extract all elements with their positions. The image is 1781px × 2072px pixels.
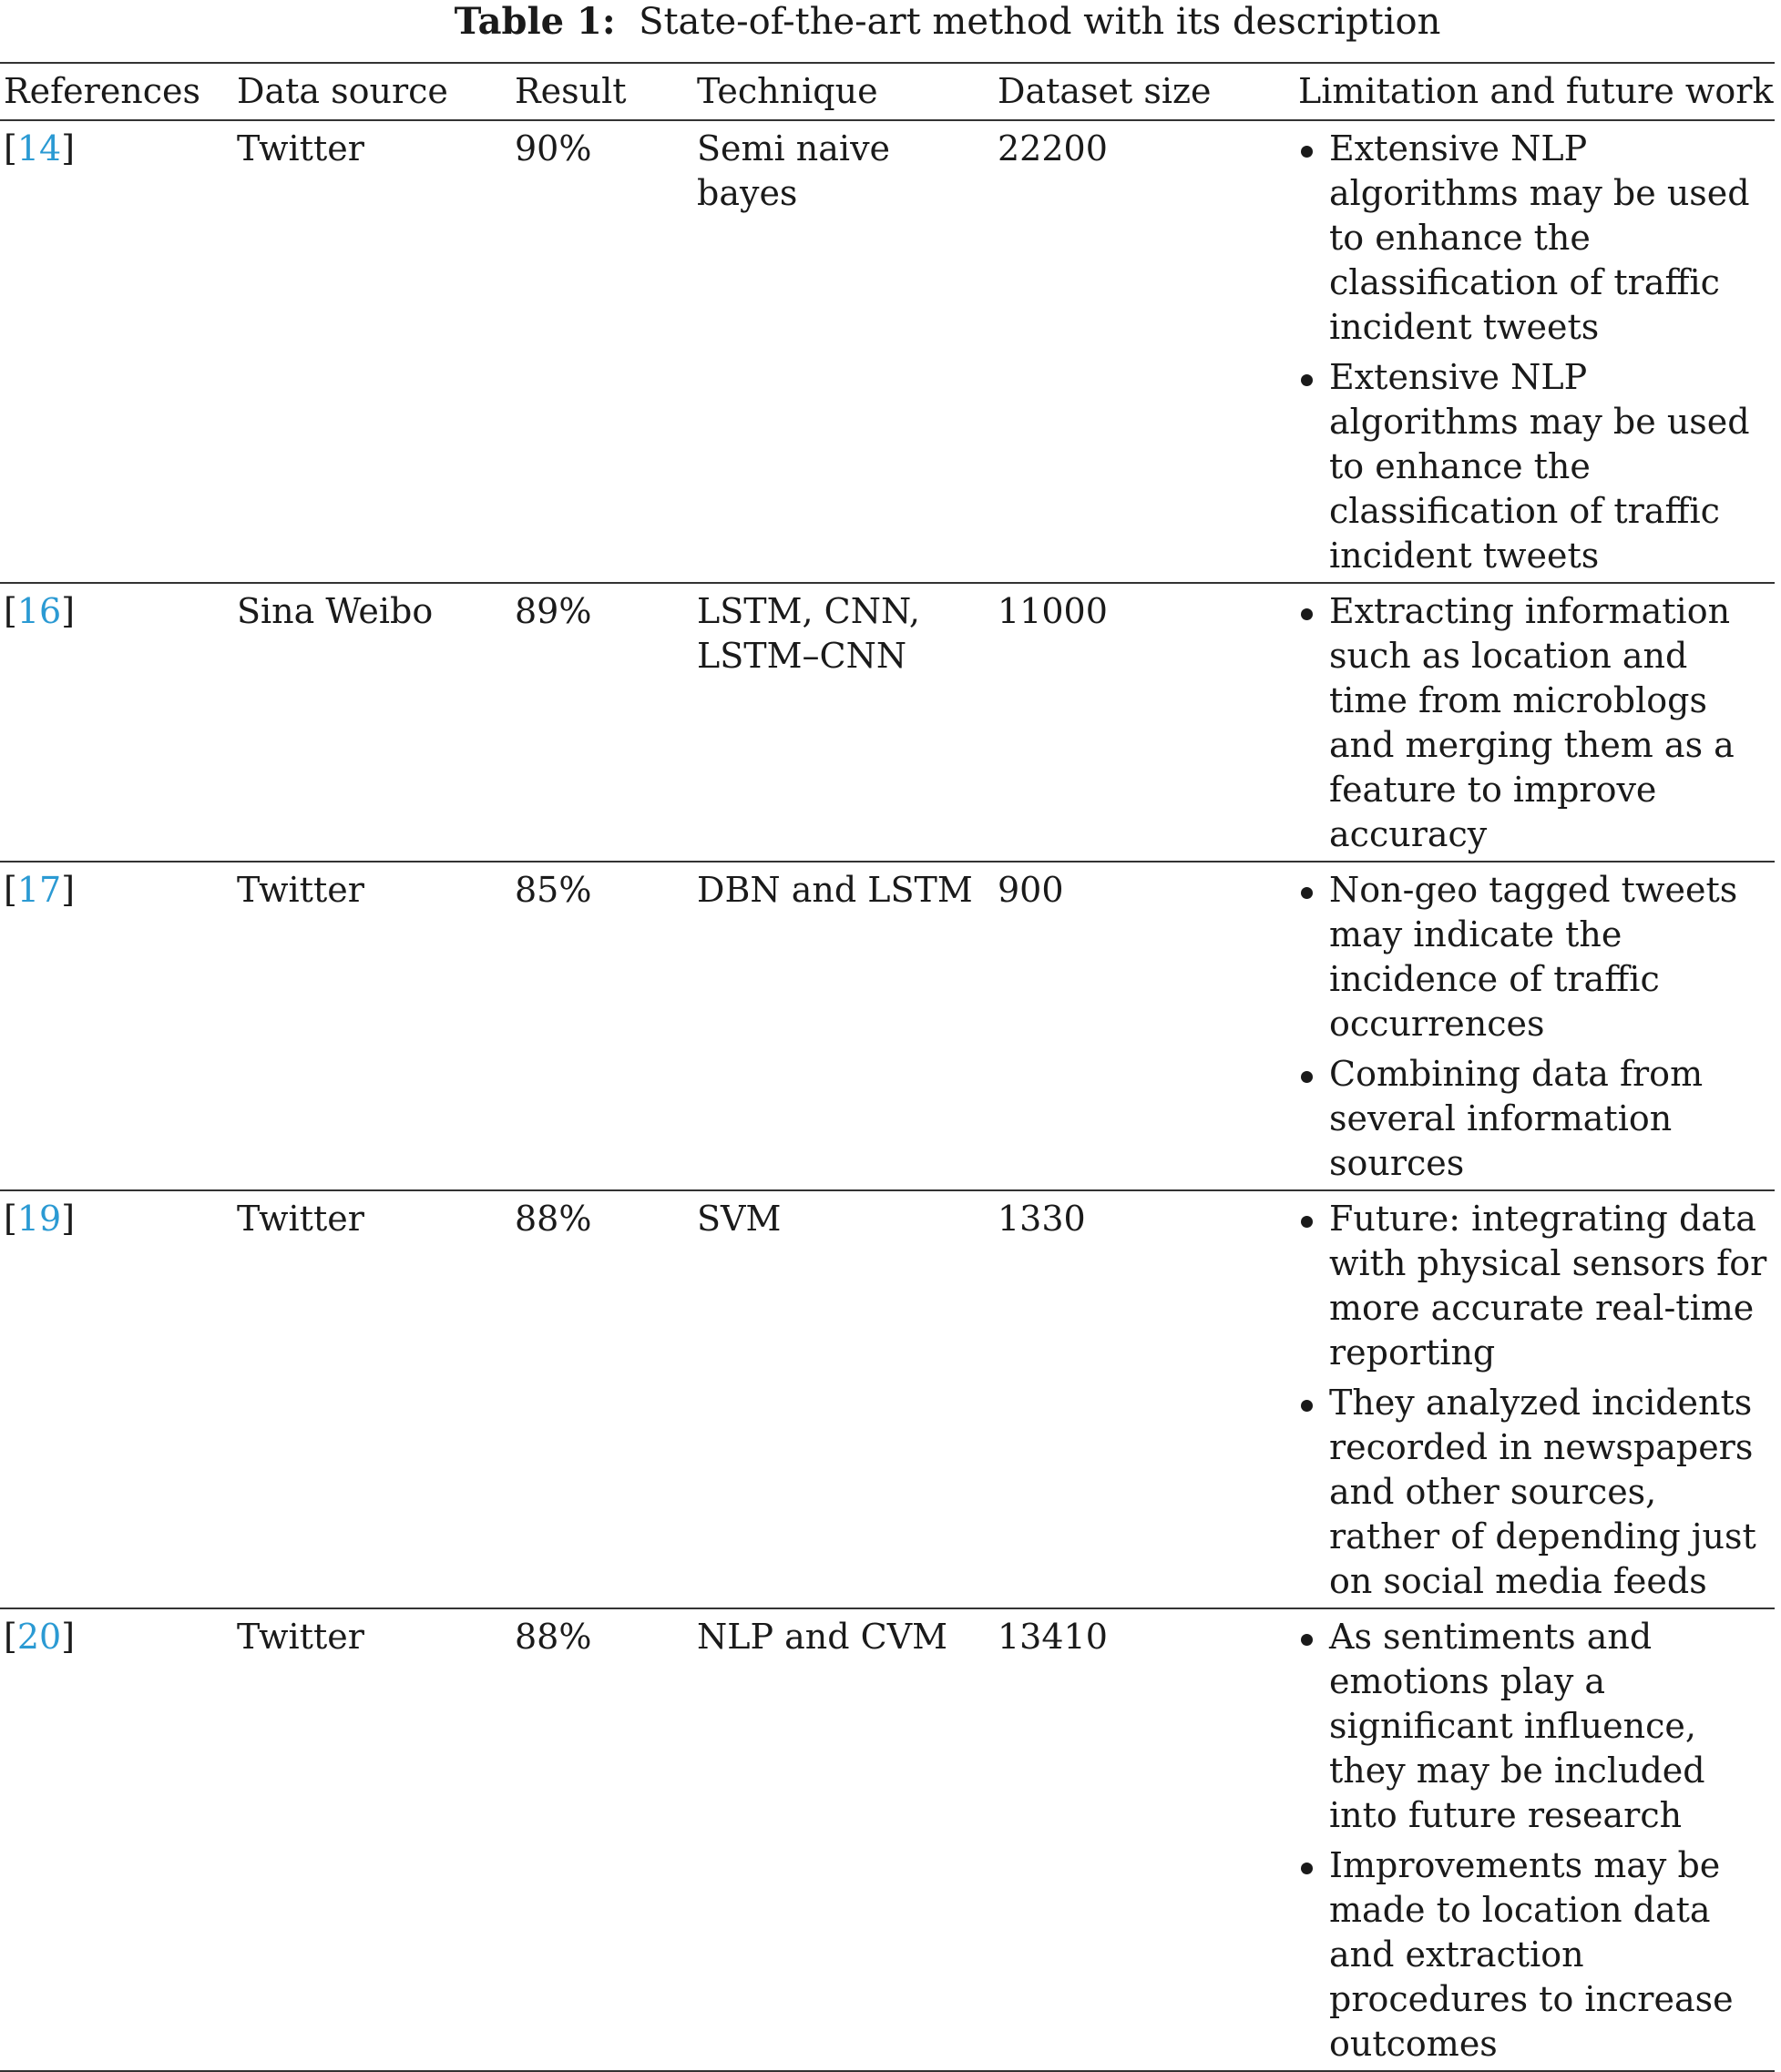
header-references: References [4,71,201,111]
technique-cell: NLP and CVM [697,1617,948,1657]
limitation-text: Non-geo tagged tweets may indicate the incidence of traffic occurrences [1329,870,1738,1044]
data-source-cell: Twitter [237,870,364,910]
table-row [0,120,1775,583]
bullet-icon [1301,608,1313,620]
reference-link[interactable]: 19 [16,1199,62,1239]
reference-cell: [19] [4,1199,76,1239]
technique-cell: LSTM, CNN, LSTM–CNN [697,591,920,676]
result-cell: 85% [515,870,592,910]
state-of-the-art-table [0,62,1775,2072]
bullet-icon [1301,146,1313,158]
limitation-cell [1298,862,1775,1190]
data-source-cell: Twitter [237,1617,364,1657]
list-item [1298,355,1775,578]
result-cell: 88% [515,1617,592,1657]
result-cell: 89% [515,591,592,631]
reference-cell: [20] [4,1617,76,1657]
data-source-cell: Twitter [237,1199,364,1239]
header-result: Result [515,71,627,111]
caption-label: Table 1: [454,0,616,43]
bullet-icon [1301,1400,1313,1412]
header-technique: Technique [697,71,878,111]
limitation-list [1298,1615,1775,2067]
dataset-size-cell: 900 [998,870,1064,910]
limitation-text: Extensive NLP algorithms may be used to enhance the classification of traffic incident tweets [1329,128,1750,347]
limitation-text: As sentiments and emotions play a significant influence, they may be included into future research [1329,1617,1705,1835]
table-caption [0,0,1781,44]
bullet-icon [1301,887,1313,899]
dataset-size-cell: 11000 [998,591,1108,631]
table-row [0,1190,1775,1608]
dataset-size-cell: 1330 [998,1199,1086,1239]
header-data-source: Data source [237,71,448,111]
list-item [1298,1615,1775,1838]
reference-cell: [14] [4,128,76,168]
caption-text: State-of-the-art method with its description [639,1,1441,43]
table-row [0,583,1775,862]
limitation-text: Extracting information such as location and time from microblogs and merging them as a feature to improve accuracy [1329,591,1735,854]
limitation-text: Extensive NLP algorithms may be used to enhance the classification of traffic incident tweets [1329,357,1750,576]
table-row [0,862,1775,1190]
data-source-cell: Twitter [237,128,364,168]
header-dataset-size: Dataset size [998,71,1212,111]
list-item [1298,1381,1775,1604]
limitation-list [1298,1197,1775,1604]
limitation-list [1298,868,1775,1186]
reference-link[interactable]: 20 [16,1617,62,1657]
bullet-icon [1301,1216,1313,1228]
limitation-cell [1298,120,1775,583]
reference-cell: [16] [4,591,76,631]
header-limitation: Limitation and future work [1298,71,1774,111]
limitation-text: Future: integrating data with physical sensors for more accurate real-time reporting [1329,1199,1767,1373]
list-item [1298,1843,1775,2067]
reference-link[interactable]: 17 [16,870,62,910]
list-item [1298,127,1775,350]
reference-cell: [17] [4,870,76,910]
list-item [1298,868,1775,1046]
technique-cell: Semi naive bayes [697,128,891,213]
limitation-list [1298,127,1775,578]
limitation-list [1298,589,1775,857]
data-source-cell: Sina Weibo [237,591,434,631]
technique-cell: SVM [697,1199,782,1239]
bullet-icon [1301,374,1313,386]
dataset-size-cell: 22200 [998,128,1108,168]
limitation-text: Improvements may be made to location data and extraction procedures to increase outcomes [1329,1845,1734,2064]
bullet-icon [1301,1863,1313,1874]
technique-cell: DBN and LSTM [697,870,973,910]
limitation-cell [1298,1608,1775,2071]
list-item [1298,589,1775,857]
bullet-icon [1301,1071,1313,1083]
header-row [0,63,1775,120]
reference-link[interactable]: 16 [16,591,62,631]
list-item [1298,1197,1775,1375]
table-row [0,1608,1775,2071]
bullet-icon [1301,1634,1313,1646]
limitation-cell [1298,1190,1775,1608]
limitation-cell [1298,583,1775,862]
limitation-text: They analyzed incidents recorded in newspapers and other sources, rather of depending just on social media feeds [1329,1383,1756,1601]
result-cell: 88% [515,1199,592,1239]
dataset-size-cell: 13410 [998,1617,1108,1657]
reference-link[interactable]: 14 [16,128,62,168]
limitation-text: Combining data from several information sources [1329,1054,1704,1183]
result-cell: 90% [515,128,592,168]
list-item [1298,1052,1775,1186]
